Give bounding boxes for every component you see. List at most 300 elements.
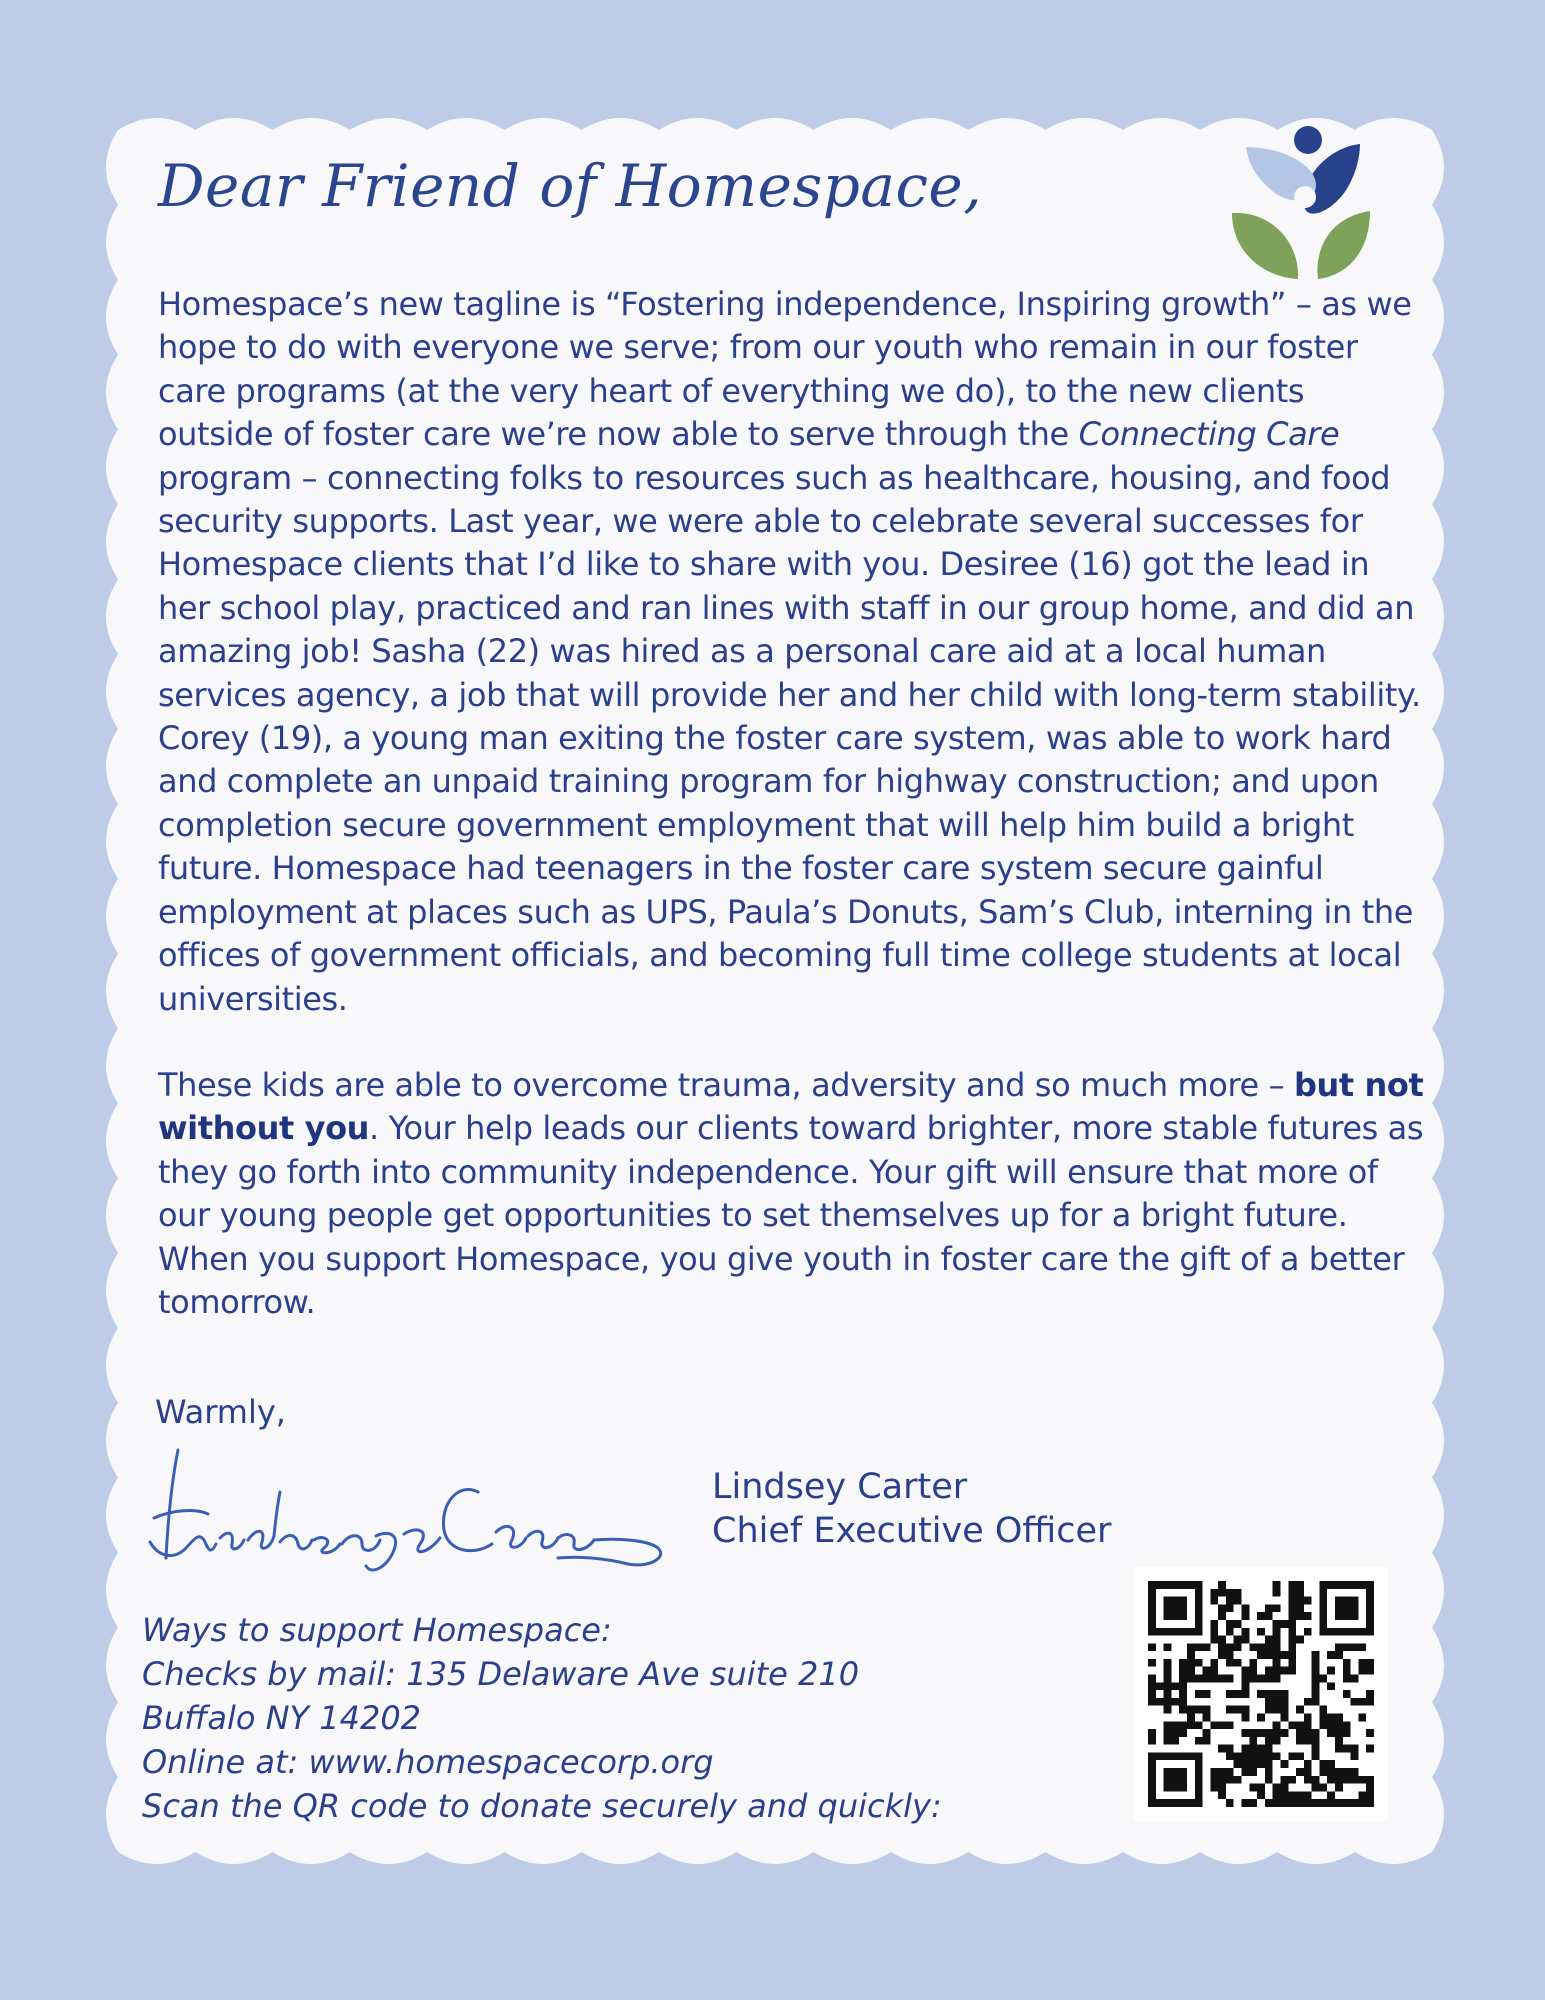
qr-module [1234,1760,1242,1768]
qr-module [1242,1729,1250,1737]
qr-module [1366,1745,1374,1753]
qr-module [1351,1799,1359,1807]
letter-body [158,283,1426,1324]
qr-module [1265,1737,1273,1745]
qr-module [1358,1659,1366,1667]
qr-module [1249,1643,1257,1651]
qr-module [1280,1651,1288,1659]
qr-module [1226,1706,1234,1714]
qr-module [1327,1713,1335,1721]
qr-module [1312,1737,1320,1745]
qr-module [1249,1799,1257,1807]
qr-module [1195,1675,1203,1683]
support-online[interactable]: Online at: www.homespacecorp.org [142,1743,714,1781]
qr-module [1296,1799,1304,1807]
qr-module [1242,1768,1250,1776]
qr-module [1164,1643,1172,1651]
qr-module [1257,1729,1265,1737]
qr-module [1265,1612,1273,1620]
qr-module [1327,1776,1335,1784]
qr-module [1335,1713,1343,1721]
qr-module [1319,1784,1327,1792]
qr-module [1288,1604,1296,1612]
qr-module [1343,1667,1351,1675]
qr-module [1226,1768,1234,1776]
qr-module [1358,1643,1366,1651]
qr-module [1288,1791,1296,1799]
qr-module [1210,1620,1218,1628]
qr-module [1335,1784,1343,1792]
qr-module [1218,1581,1226,1589]
qr-module [1319,1628,1374,1636]
qr-module [1210,1659,1218,1667]
qr-module [1358,1799,1366,1807]
qr-module [1148,1675,1156,1683]
qr-module [1296,1636,1304,1644]
qr-module [1343,1745,1351,1753]
qr-module [1273,1698,1281,1706]
qr-module [1327,1651,1335,1659]
qr-module [1164,1667,1172,1675]
qr-module [1179,1698,1187,1706]
qr-module [1218,1589,1226,1597]
qr-module [1179,1729,1187,1737]
qr-module [1218,1721,1226,1729]
qr-module [1203,1706,1211,1714]
qr-module [1280,1784,1288,1792]
qr-module [1288,1581,1296,1589]
qr-module [1343,1799,1351,1807]
qr-module [1327,1799,1335,1807]
qr-module [1319,1760,1327,1768]
qr-module [1358,1791,1366,1799]
qr-module [1234,1643,1242,1651]
qr-module [1312,1729,1320,1737]
qr-module [1343,1659,1351,1667]
qr-module [1226,1721,1234,1729]
qr-module [1195,1659,1203,1667]
qr-module [1226,1799,1234,1807]
qr-module [1210,1597,1218,1605]
qr-module [1249,1729,1257,1737]
qr-module [1242,1760,1250,1768]
paragraph-2 [158,1064,1426,1324]
qr-module [1226,1589,1234,1597]
qr-module [1273,1667,1281,1675]
qr-module [1257,1752,1265,1760]
qr-module [1296,1612,1304,1620]
qr-module [1343,1675,1351,1683]
qr-module [1296,1604,1304,1612]
qr-module [1265,1690,1273,1698]
qr-module [1351,1768,1359,1776]
qr-module [1273,1643,1281,1651]
qr-module [1296,1729,1304,1737]
qr-module [1242,1628,1250,1636]
qr-module [1312,1690,1320,1698]
qr-module [1288,1628,1296,1636]
qr-module [1265,1729,1273,1737]
qr-module [1296,1581,1304,1589]
qr-module [1226,1597,1234,1605]
qr-module [1242,1682,1250,1690]
qr-module [1343,1768,1351,1776]
qr-module [1351,1675,1359,1683]
qr-module [1226,1643,1234,1651]
qr-module [1312,1799,1320,1807]
qr-module [1210,1667,1218,1675]
qr-module [1273,1659,1281,1667]
qr-module [1210,1768,1218,1776]
paragraph-1-text-a: Homespace’s new tagline is “Fostering independence, Inspiring growth” – as we hope to do with everyone we serve; from our youth who remain in our foster care programs (at the very heart of everything we do), to the new clients outside of foster care we’re now able to serve through the [158,285,1412,454]
qr-module [1195,1690,1203,1698]
qr-module [1164,1675,1172,1683]
qr-module [1210,1776,1218,1784]
qr-module [1351,1776,1359,1784]
qr-module [1218,1768,1226,1776]
qr-module [1234,1776,1242,1784]
qr-module [1164,1597,1187,1620]
qr-module [1288,1721,1296,1729]
signer-block [712,1465,1111,1553]
qr-module [1203,1690,1211,1698]
qr-module [1296,1589,1304,1597]
paragraph-2-text-b: . Your help leads our clients toward brighter, more stable futures as they go forth into community independence. Your gift will ensure that more of our young people get opportunities to set themselves up for a bright future. When you support Homespace, you give youth in foster care the gift of a better tomorrow. [158,1109,1424,1321]
qr-module [1148,1729,1156,1737]
qr-module [1358,1667,1366,1675]
qr-module [1304,1737,1312,1745]
qr-module [1249,1737,1257,1745]
qr-module [1296,1752,1304,1760]
qr-module [1358,1713,1366,1721]
qr-module [1335,1768,1343,1776]
qr-module [1187,1721,1195,1729]
qr-module [1226,1675,1234,1683]
qr-module [1210,1636,1218,1644]
qr-module [1280,1791,1288,1799]
qr-module [1280,1799,1288,1807]
qr-module [1280,1776,1288,1784]
qr-module [1327,1682,1335,1690]
qr-module [1242,1690,1250,1698]
qr-module [1304,1729,1312,1737]
qr-module [1195,1706,1203,1714]
qr-module [1179,1706,1187,1714]
qr-module [1257,1791,1265,1799]
qr-module [1288,1597,1296,1605]
logo-left-leaf [1232,213,1298,279]
qr-module [1343,1776,1351,1784]
qr-module [1280,1667,1288,1675]
greeting-heading: Dear Friend of Homespace, [158,152,983,220]
qr-module [1335,1776,1343,1784]
qr-module [1234,1752,1242,1760]
qr-module [1288,1612,1296,1620]
qr-module [1280,1713,1288,1721]
donate-qr-code[interactable] [1134,1567,1388,1821]
qr-module [1218,1784,1226,1792]
qr-module [1273,1791,1281,1799]
qr-module [1327,1791,1335,1799]
qr-module [1226,1745,1234,1753]
qr-module [1265,1651,1273,1659]
qr-module [1234,1659,1242,1667]
qr-module [1195,1643,1203,1651]
qr-module [1304,1768,1312,1776]
qr-module [1366,1690,1374,1698]
qr-code-image [1148,1581,1374,1807]
qr-module [1179,1667,1187,1675]
qr-module [1257,1628,1265,1636]
qr-module [1203,1737,1211,1745]
qr-module [1257,1651,1265,1659]
qr-module [1148,1682,1156,1690]
qr-module [1351,1643,1359,1651]
qr-module [1203,1667,1211,1675]
qr-module [1156,1698,1164,1706]
qr-module [1203,1675,1211,1683]
qr-module [1187,1659,1195,1667]
qr-module [1164,1682,1172,1690]
qr-module [1218,1791,1226,1799]
qr-module [1319,1721,1327,1729]
qr-module [1242,1636,1250,1644]
qr-module [1265,1636,1273,1644]
qr-module [1327,1729,1335,1737]
homespace-logo [1222,125,1382,285]
qr-module [1148,1799,1203,1807]
qr-module [1288,1667,1296,1675]
qr-module [1226,1651,1234,1659]
qr-module [1148,1643,1156,1651]
emphasis-text: but not without you [158,1065,1424,1148]
paragraph-2-text-a: These kids are able to overcome trauma, adversity and so much more – [158,1065,1294,1104]
qr-module [1273,1729,1281,1737]
qr-module [1242,1713,1250,1721]
qr-module [1265,1667,1273,1675]
qr-module [1195,1737,1203,1745]
qr-module [1273,1721,1281,1729]
logo-inner-circle [1294,186,1316,208]
qr-module [1265,1643,1273,1651]
qr-module [1187,1651,1195,1659]
qr-module [1226,1620,1234,1628]
qr-module [1304,1628,1312,1636]
qr-module [1296,1597,1304,1605]
qr-module [1148,1698,1156,1706]
qr-module [1319,1675,1327,1683]
qr-module [1296,1737,1304,1745]
qr-module [1195,1581,1203,1636]
qr-module [1280,1698,1288,1706]
qr-module [1335,1737,1343,1745]
qr-module [1366,1799,1374,1807]
qr-module [1265,1698,1273,1706]
qr-module [1366,1698,1374,1706]
qr-module [1218,1651,1226,1659]
qr-module [1187,1706,1195,1714]
qr-module [1312,1682,1320,1690]
qr-module [1273,1581,1281,1589]
signer-title: Chief Executive Officer [712,1511,1112,1551]
support-city: Buffalo NY 14202 [142,1699,422,1737]
paragraph-1-text-b: program – connecting folks to resources such as healthcare, housing, and food security supports. Last year, we were able to celebrate several successes for Homespace clients that I’d like to share with you. Desiree (16) got the lead in her school play, practiced and ran lines with staff in our group home, and did an amazing job! Sasha (22) was hired as a personal care aid at a local human services agency, a job that will provide her and her child with long-term stability. Corey (19), a young man exiting the foster care system, was able to work hard and complete an unpaid training program for highway construction; and upon completion secure government employment that will help him build a bright future. Homespace had teenagers in the foster care system secure gainful employment at places such as UPS, Paula’s Donuts, Sam’s Club, interning in the offices of government officials, and becoming full time college students at local universities. [158,458,1421,1018]
qr-module [1327,1667,1335,1675]
qr-module [1257,1690,1265,1698]
qr-module [1249,1784,1257,1792]
qr-module [1273,1628,1281,1636]
support-checks: Checks by mail: 135 Delaware Ave suite 210 [142,1655,860,1693]
qr-module [1257,1784,1265,1792]
qr-module [1351,1698,1359,1706]
qr-module [1273,1706,1281,1714]
qr-module [1366,1776,1374,1784]
qr-module [1242,1612,1250,1620]
qr-module [1164,1737,1172,1745]
qr-module [1234,1589,1242,1597]
qr-module [1273,1636,1281,1644]
qr-module [1249,1745,1257,1753]
qr-module [1273,1690,1281,1698]
qr-module [1242,1675,1250,1683]
qr-module [1265,1752,1273,1760]
qr-module [1164,1690,1172,1698]
qr-module [1366,1791,1374,1799]
qr-module [1273,1752,1281,1760]
qr-module [1273,1799,1281,1807]
qr-module [1288,1659,1296,1667]
qr-module [1171,1737,1179,1745]
signature [148,1440,688,1580]
qr-module [1234,1706,1242,1714]
qr-module [1148,1581,1156,1636]
qr-module [1327,1721,1335,1729]
qr-module [1171,1682,1179,1690]
qr-module [1273,1589,1281,1597]
qr-module [1288,1620,1296,1628]
qr-module [1179,1675,1187,1683]
qr-module [1273,1604,1281,1612]
qr-module [1288,1799,1296,1807]
qr-module [1296,1706,1304,1714]
qr-module [1249,1768,1257,1776]
qr-module [1335,1597,1358,1620]
qr-module [1226,1628,1234,1636]
qr-module [1164,1659,1172,1667]
qr-module [1242,1706,1250,1714]
qr-module [1351,1745,1359,1753]
qr-module [1187,1667,1195,1675]
qr-module [1304,1721,1312,1729]
qr-module [1249,1667,1257,1675]
qr-module [1312,1745,1320,1753]
qr-module [1280,1706,1288,1714]
support-qr-text: Scan the QR code to donate securely and quickly: [142,1787,942,1825]
qr-module [1343,1721,1351,1729]
qr-module [1210,1589,1218,1597]
qr-module [1187,1713,1195,1721]
qr-module [1218,1612,1226,1620]
program-name: Connecting Care [1078,415,1340,454]
qr-module [1179,1721,1187,1729]
qr-module [1195,1721,1203,1729]
closing: Warmly, [155,1393,286,1431]
qr-module [1148,1690,1156,1698]
qr-module [1312,1675,1320,1683]
qr-module [1304,1776,1312,1784]
qr-module [1319,1768,1327,1776]
qr-module [1203,1713,1211,1721]
qr-module [1148,1581,1203,1589]
qr-module [1312,1651,1320,1659]
qr-module [1265,1760,1273,1768]
qr-module [1148,1737,1156,1745]
qr-module [1257,1713,1265,1721]
qr-module [1249,1675,1257,1683]
qr-module [1296,1791,1304,1799]
qr-module [1226,1690,1234,1698]
qr-module [1164,1768,1187,1791]
qr-module [1234,1597,1242,1605]
qr-module [1335,1745,1343,1753]
qr-module [1234,1690,1242,1698]
qr-module [1312,1776,1320,1784]
qr-module [1366,1729,1374,1737]
qr-module [1265,1706,1273,1714]
qr-module [1179,1690,1187,1698]
qr-module [1242,1745,1250,1753]
qr-module [1242,1667,1250,1675]
qr-module [1312,1659,1320,1667]
qr-module [1171,1721,1179,1729]
qr-module [1265,1799,1273,1807]
qr-module [1164,1698,1172,1706]
qr-module [1218,1643,1226,1651]
qr-module [1366,1659,1374,1667]
qr-module [1257,1675,1265,1683]
qr-module [1148,1752,1203,1760]
qr-module [1210,1784,1218,1792]
qr-module [1280,1760,1288,1768]
qr-module [1304,1612,1312,1620]
qr-module [1226,1752,1234,1760]
qr-module [1164,1729,1172,1737]
qr-module [1265,1776,1273,1784]
qr-module [1319,1713,1327,1721]
qr-module [1335,1799,1343,1807]
qr-module [1304,1791,1312,1799]
qr-module [1288,1636,1296,1644]
qr-module [1335,1651,1343,1659]
qr-module [1265,1768,1273,1776]
qr-module [1156,1682,1164,1690]
qr-module [1366,1784,1374,1792]
qr-module [1288,1752,1296,1760]
support-info [142,1608,942,1828]
qr-module [1366,1581,1374,1636]
qr-module [1304,1760,1312,1768]
qr-module [1288,1651,1296,1659]
qr-module [1265,1745,1273,1753]
qr-module [1226,1776,1234,1784]
qr-module [1171,1698,1179,1706]
qr-module [1319,1799,1327,1807]
qr-module [1148,1659,1156,1667]
qr-module [1343,1729,1351,1737]
qr-module [1210,1675,1218,1683]
qr-module [1288,1589,1296,1597]
qr-module [1319,1581,1374,1589]
